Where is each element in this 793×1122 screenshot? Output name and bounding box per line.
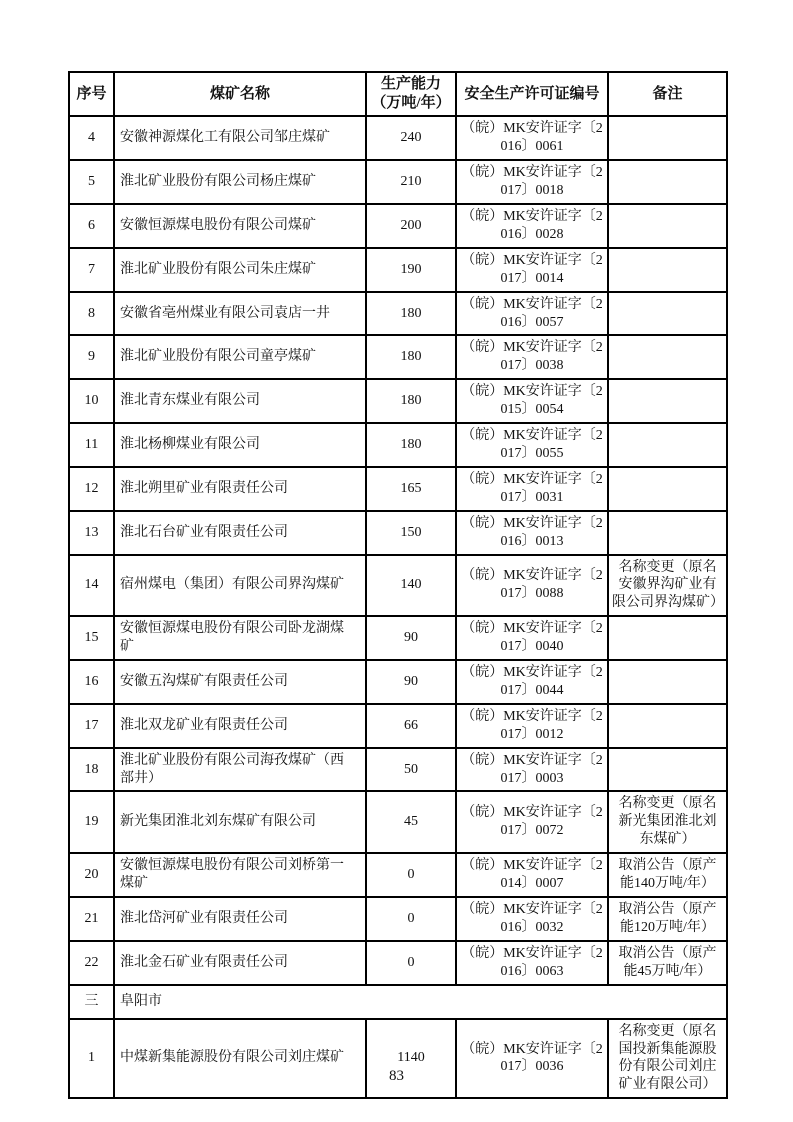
license-cell: （皖）MK安许证字〔2017〕0072 (456, 791, 608, 853)
table-row (69, 791, 727, 853)
remark-cell: 取消公告（原产能140万吨/年） (608, 853, 727, 897)
mine-name-cell: 淮北双龙矿业有限责任公司 (114, 704, 366, 748)
mine-name-cell: 淮北青东煤业有限公司 (114, 379, 366, 423)
section-no-cell: 三 (69, 985, 114, 1019)
row-no-cell: 15 (69, 616, 114, 660)
capacity-cell: 90 (366, 616, 456, 660)
remark-cell (608, 204, 727, 248)
remark-cell (608, 116, 727, 160)
license-cell: （皖）MK安许证字〔2017〕0031 (456, 467, 608, 511)
mine-name-cell: 安徽省亳州煤业有限公司袁店一井 (114, 292, 366, 336)
table-row (69, 704, 727, 748)
table-row (69, 1019, 727, 1099)
capacity-cell: 180 (366, 335, 456, 379)
table-row (69, 748, 727, 792)
mine-name-cell: 淮北杨柳煤业有限公司 (114, 423, 366, 467)
row-no-cell: 22 (69, 941, 114, 985)
header-capacity-line2: （万吨/年） (371, 95, 451, 112)
license-cell: （皖）MK安许证字〔2014〕0007 (456, 853, 608, 897)
table-body (69, 116, 727, 1098)
row-no-cell: 21 (69, 897, 114, 941)
remark-cell: 名称变更（原名新光集团淮北刘东煤矿） (608, 791, 727, 853)
header-row (69, 72, 727, 116)
mine-name-cell: 淮北朔里矿业有限责任公司 (114, 467, 366, 511)
header-capacity-line1: 生产能力 (380, 76, 441, 92)
capacity-cell: 140 (366, 555, 456, 617)
remark-cell (608, 160, 727, 204)
capacity-cell: 180 (366, 292, 456, 336)
table-row (69, 853, 727, 897)
license-cell: （皖）MK安许证字〔2016〕0013 (456, 511, 608, 555)
row-no-cell: 17 (69, 704, 114, 748)
page-number: 83 (389, 1068, 404, 1084)
row-no-cell: 12 (69, 467, 114, 511)
license-cell: （皖）MK安许证字〔2017〕0040 (456, 616, 608, 660)
mine-name-cell: 安徽恒源煤电股份有限公司刘桥第一煤矿 (114, 853, 366, 897)
license-cell: （皖）MK安许证字〔2017〕0014 (456, 248, 608, 292)
mine-name-cell: 淮北矿业股份有限公司童亭煤矿 (114, 335, 366, 379)
mine-name-cell: 淮北矿业股份有限公司海孜煤矿（西部井） (114, 748, 366, 792)
table-row (69, 204, 727, 248)
table-row (69, 555, 727, 617)
remark-cell: 取消公告（原产能45万吨/年） (608, 941, 727, 985)
capacity-cell: 0 (366, 853, 456, 897)
license-cell: （皖）MK安许证字〔2016〕0057 (456, 292, 608, 336)
row-no-cell: 4 (69, 116, 114, 160)
capacity-cell: 150 (366, 511, 456, 555)
capacity-cell: 0 (366, 897, 456, 941)
table-row (69, 379, 727, 423)
remark-cell (608, 511, 727, 555)
remark-cell (608, 248, 727, 292)
table-row (69, 160, 727, 204)
row-no-cell: 1 (69, 1019, 114, 1099)
mine-name-cell: 淮北石台矿业有限责任公司 (114, 511, 366, 555)
capacity-cell: 66 (366, 704, 456, 748)
capacity-cell: 190 (366, 248, 456, 292)
remark-cell (608, 335, 727, 379)
row-no-cell: 20 (69, 853, 114, 897)
mine-name-cell: 宿州煤电（集团）有限公司界沟煤矿 (114, 555, 366, 617)
table-row (69, 511, 727, 555)
mine-name-cell: 淮北矿业股份有限公司杨庄煤矿 (114, 160, 366, 204)
remark-cell (608, 423, 727, 467)
table-row (69, 335, 727, 379)
license-cell: （皖）MK安许证字〔2017〕0018 (456, 160, 608, 204)
capacity-cell: 165 (366, 467, 456, 511)
mine-name-cell: 安徽恒源煤电股份有限公司煤矿 (114, 204, 366, 248)
row-no-cell: 7 (69, 248, 114, 292)
row-no-cell: 16 (69, 660, 114, 704)
capacity-cell: 180 (366, 379, 456, 423)
mine-name-cell: 安徽五沟煤矿有限责任公司 (114, 660, 366, 704)
header-remark: 备注 (608, 72, 727, 116)
mine-name-cell: 淮北岱河矿业有限责任公司 (114, 897, 366, 941)
remark-cell: 名称变更（原名安徽界沟矿业有限公司界沟煤矿） (608, 555, 727, 617)
remark-cell (608, 748, 727, 792)
row-no-cell: 9 (69, 335, 114, 379)
table-row (69, 423, 727, 467)
license-cell: （皖）MK安许证字〔2016〕0063 (456, 941, 608, 985)
section-row (69, 985, 727, 1019)
table-row (69, 467, 727, 511)
mine-name-cell: 中煤新集能源股份有限公司刘庄煤矿 (114, 1019, 366, 1099)
mine-name-cell: 新光集团淮北刘东煤矿有限公司 (114, 791, 366, 853)
license-cell: （皖）MK安许证字〔2016〕0028 (456, 204, 608, 248)
table-row (69, 941, 727, 985)
row-no-cell: 18 (69, 748, 114, 792)
mine-name-cell: 淮北矿业股份有限公司朱庄煤矿 (114, 248, 366, 292)
capacity-cell: 50 (366, 748, 456, 792)
row-no-cell: 10 (69, 379, 114, 423)
license-cell: （皖）MK安许证字〔2017〕0088 (456, 555, 608, 617)
license-cell: （皖）MK安许证字〔2017〕0036 (456, 1019, 608, 1099)
header-mine-name: 煤矿名称 (114, 72, 366, 116)
row-no-cell: 5 (69, 160, 114, 204)
remark-cell (608, 616, 727, 660)
table-row (69, 292, 727, 336)
row-no-cell: 8 (69, 292, 114, 336)
license-cell: （皖）MK安许证字〔2016〕0032 (456, 897, 608, 941)
row-no-cell: 19 (69, 791, 114, 853)
remark-cell (608, 292, 727, 336)
remark-cell: 取消公告（原产能120万吨/年） (608, 897, 727, 941)
mine-name-cell: 安徽神源煤化工有限公司邹庄煤矿 (114, 116, 366, 160)
capacity-cell: 200 (366, 204, 456, 248)
row-no-cell: 6 (69, 204, 114, 248)
license-cell: （皖）MK安许证字〔2015〕0054 (456, 379, 608, 423)
capacity-cell: 90 (366, 660, 456, 704)
header-capacity (366, 72, 456, 116)
license-cell: （皖）MK安许证字〔2017〕0038 (456, 335, 608, 379)
license-cell: （皖）MK安许证字〔2017〕0012 (456, 704, 608, 748)
coal-mine-license-table (68, 71, 728, 1099)
section-name-cell: 阜阳市 (114, 985, 727, 1019)
header-no: 序号 (69, 72, 114, 116)
remark-cell (608, 467, 727, 511)
row-no-cell: 14 (69, 555, 114, 617)
table-row (69, 248, 727, 292)
remark-cell (608, 704, 727, 748)
capacity-cell: 45 (366, 791, 456, 853)
table-row (69, 616, 727, 660)
mine-name-cell: 安徽恒源煤电股份有限公司卧龙湖煤矿 (114, 616, 366, 660)
remark-cell (608, 660, 727, 704)
capacity-cell: 0 (366, 941, 456, 985)
capacity-cell: 1140 (366, 1019, 456, 1099)
mine-name-cell: 淮北金石矿业有限责任公司 (114, 941, 366, 985)
license-cell: （皖）MK安许证字〔2016〕0061 (456, 116, 608, 160)
remark-cell: 名称变更（原名国投新集能源股份有限公司刘庄矿业有限公司） (608, 1019, 727, 1099)
license-cell: （皖）MK安许证字〔2017〕0055 (456, 423, 608, 467)
row-no-cell: 11 (69, 423, 114, 467)
table-header (69, 72, 727, 116)
header-license-number: 安全生产许可证编号 (456, 72, 608, 116)
license-cell: （皖）MK安许证字〔2017〕0044 (456, 660, 608, 704)
license-cell: （皖）MK安许证字〔2017〕0003 (456, 748, 608, 792)
table-row (69, 660, 727, 704)
capacity-cell: 180 (366, 423, 456, 467)
capacity-cell: 210 (366, 160, 456, 204)
table-row (69, 897, 727, 941)
remark-cell (608, 379, 727, 423)
table-row (69, 116, 727, 160)
capacity-cell: 240 (366, 116, 456, 160)
row-no-cell: 13 (69, 511, 114, 555)
